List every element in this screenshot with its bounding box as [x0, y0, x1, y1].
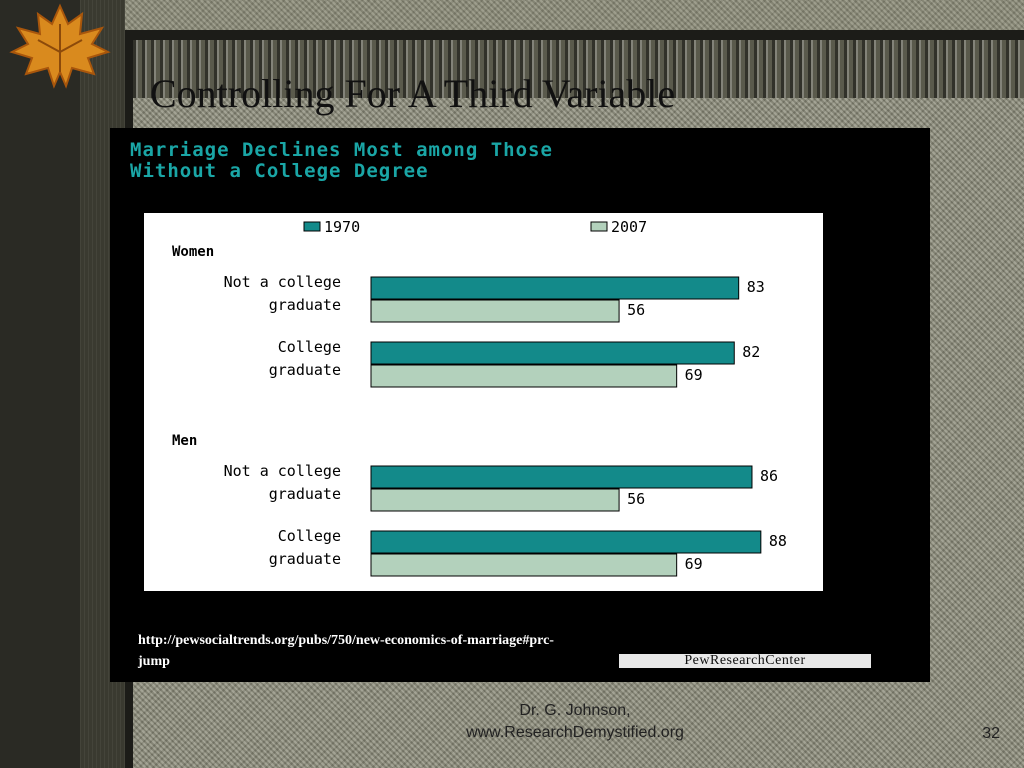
category-label: graduate: [268, 550, 341, 568]
left-strip: [0, 0, 80, 768]
pew-research-logo: PewResearchCenter: [619, 654, 871, 668]
data-label: 86: [759, 467, 779, 485]
data-label: 56: [627, 301, 646, 319]
footer-author-site: www.ResearchDemystified.org: [466, 724, 684, 741]
data-label: 88: [768, 532, 787, 550]
data-label: 82: [742, 343, 761, 361]
chart-title-line-1: Marriage Declines Most among Those: [130, 139, 553, 161]
bar-women-1970: [371, 342, 734, 364]
bar-men-1970: [371, 531, 761, 553]
category-label: College: [277, 527, 341, 545]
footer-author: [430, 700, 720, 744]
data-label: 83: [746, 278, 765, 296]
category-label: Not a college: [223, 462, 341, 480]
bar-men-2007: [371, 489, 619, 511]
slide-title: Controlling For A Third Variable: [150, 71, 676, 116]
legend-swatch-2007: [591, 222, 607, 231]
group-label-women: Women: [172, 244, 215, 260]
category-label: graduate: [268, 361, 341, 379]
category-label: College: [277, 338, 341, 356]
legend-label-1970: 1970: [324, 218, 361, 236]
chart-title: [130, 140, 830, 182]
footer-author-name: Dr. G. Johnson,: [519, 702, 631, 719]
category-label: Not a college: [223, 273, 341, 291]
chart-title-line-2: Without a College Degree: [130, 160, 429, 182]
data-label: 56: [627, 490, 646, 508]
group-label-men: Men: [172, 433, 198, 449]
bar-women-1970: [371, 277, 739, 299]
data-label: 69: [684, 366, 703, 384]
data-label: 69: [684, 555, 703, 573]
bar-women-2007: [371, 300, 619, 322]
bar-chart: [144, 213, 823, 591]
bar-men-1970: [371, 466, 752, 488]
category-label: graduate: [268, 296, 341, 314]
maple-leaf-icon: [8, 2, 112, 92]
legend-swatch-1970: [304, 222, 320, 231]
slide-number: 32: [982, 725, 1000, 742]
source-link[interactable]: http://pewsocialtrends.org/pubs/750/new-economics-of-marriage#prc-jump: [138, 633, 554, 669]
bar-women-2007: [371, 365, 677, 387]
bar-men-2007: [371, 554, 677, 576]
category-label: graduate: [268, 485, 341, 503]
legend-label-2007: 2007: [611, 218, 648, 236]
